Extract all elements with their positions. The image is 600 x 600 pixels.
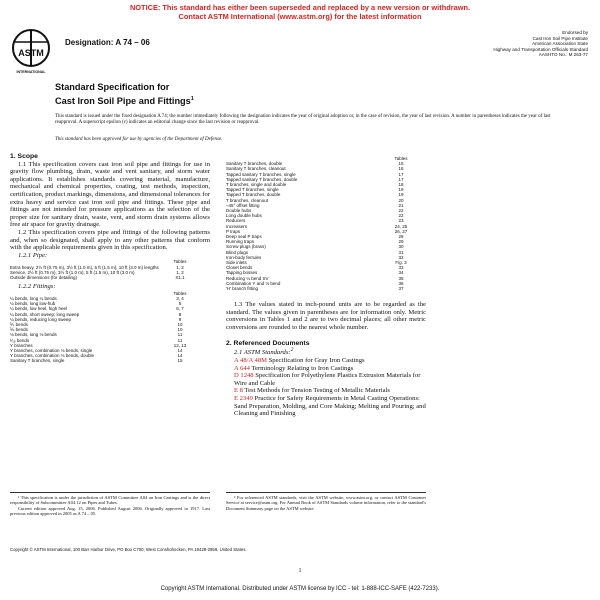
scope-1-3: 1.3 The values stated in inch-pound units are to be regarded as the standard. The values given in parentheses are for information only. Metric conversions in Tables 1 and 2 are to two decimal places; all other metric conversions are rounded to the nearest whole number. — [226, 301, 426, 332]
footnote-1: ¹ This specification is under the jurisdiction of ASTM Committee A04 on Iron Castings and is the direct responsibility of Subcommittee A04.12 on Pipes and Tubes. — [10, 495, 210, 506]
dod-approval: This standard has been approved for use by agencies of the Department of Defense. — [55, 137, 223, 142]
endorse-line: Cast Iron Soil Pipe Institute — [532, 35, 588, 41]
pipe-label: 1.2.1 Pipe: — [18, 251, 48, 259]
reference-item[interactable]: A 48/A 48M Specification for Gray Iron Castings — [234, 357, 365, 365]
table-row: ¼ bends, long low-hub 5 — [10, 301, 182, 307]
endorsements — [388, 30, 588, 58]
table-row: –45° offset fitting 21 — [226, 202, 404, 208]
reference-item[interactable]: A 644 Terminology Relating to Iron Castings — [234, 364, 354, 372]
table-row: Sanitary T branches, single 15 — [10, 358, 183, 364]
table-row: Running traps 29 — [226, 239, 404, 245]
table-row: ⅙ bends 10 — [10, 327, 183, 333]
table-row: 'H' branch fitting 37 — [226, 286, 404, 292]
fittings-table: Tables ¼ bends, long ¼ bends 3, 4 ¼ bends, long low-hub 5 ¼ bends, low heel, high heel 6, 7 ¼ bends, short sweep; long sweep 8 ¼ bends, reducing long sweep 9 ⅕ bends 10 ⅙ bends 10 ⅛ bends, long ⅛ bends 11 ¹⁄₁₆ bends 11 Y branches 12, 13 Y branches, combination ⅛ bends, single 14 Y branches, combination ⅛ bends, double 14 Sanitary T branches, single 15 — [10, 291, 200, 364]
table-row: Service, 2½ ft (0.75 m), 3½ ft (1.0 m), 5 ft (1.5 m), 10 ft (3.0 m) 1, 2 — [10, 269, 184, 275]
reference-item[interactable]: E 2349 Practice for Safety Requirements in Metal Casting Operations: Sand Preparation, Molding, and Core Making; Melting and Pouring; and Cleaning and Finishing — [234, 395, 426, 418]
table-row: ¼ bends, reducing long sweep 9 — [10, 316, 182, 322]
table-row: Double hubs 22 — [226, 208, 404, 214]
title-footnote-mark: 1 — [190, 95, 194, 102]
title-line-1: Standard Specification for — [55, 82, 170, 92]
table-row: Reducers 23 — [226, 218, 404, 224]
endorse-line: AASHTO No.: M 263-77 — [538, 52, 588, 58]
fittings-table-continued — [226, 156, 426, 291]
endorse-line: Highway and Transportation Officials Standard — [493, 46, 588, 52]
table-row: ¼ bends, short sweep; long sweep 8 — [10, 311, 182, 317]
copyright-line: Copyright © ASTM International, 100 Barr Harbor Drive, PO Box C700, West Conshohocken, PA 19428-2959, United States. — [10, 547, 247, 552]
scope-heading: 1. Scope — [10, 153, 38, 160]
scope-1-2: 1.2 This specification covers pipe and fittings of the following patterns and, when so designated, shall apply to any other patterns that conform with the applicable requirements given in this specification. — [10, 228, 210, 252]
footnotes-left — [10, 492, 210, 517]
table-row: Screw plugs (brass) 30 — [226, 244, 404, 250]
supersede-notice — [0, 3, 600, 21]
table-row: Tapped T branches, single 19 — [226, 187, 404, 193]
table-row: Y branches, combination ⅛ bends, double 14 — [10, 353, 183, 359]
table-row: Iron-body ferrules 32 — [226, 254, 404, 260]
table-row: T branches, single and double 18 — [226, 182, 404, 188]
table-row: Y branches, combination ⅛ bends, single 14 — [10, 347, 183, 353]
reference-item[interactable]: D 1248 Specification for Polyethylene Plastics Extrusion Materials for Wire and Cable — [234, 372, 421, 387]
designation: Designation: A 74 – 06 — [65, 38, 150, 47]
standard-note: This standard is issued under the fixed designation A 74; the number immediately following the designation indicates the year of original adoption or, in the case of revision, the year of last revision. A number in parentheses indicates the year of last reapproval. A superscript epsilon (ε) indicates an editorial change since the last revision or reapproval. — [55, 114, 551, 126]
table-row: Long double hubs 22 — [226, 213, 404, 219]
license-notice: Copyright ASTM International. Distributed under ASTM license by ICC - tel: 1-888-ICC-SAFE (422-7233). — [160, 586, 440, 592]
table-row: Tapping bosses 34 — [226, 270, 404, 276]
table-row: Side inlets Fig. 3 — [226, 260, 407, 266]
fittings-label: 1.2.2 Fittings: — [18, 283, 56, 291]
left-column — [10, 153, 210, 364]
footnote-2: ² For referenced ASTM standards, visit the ASTM website, www.astm.org, or contact ASTM Customer Service at service@astm.org. For Annual Book of ASTM Standards volume information, refer to the standard's Document Summary page on the ASTM website. — [226, 495, 426, 511]
title-line-2: Cast Iron Soil Pipe and Fittings — [55, 95, 191, 106]
table-row: Combination Y and ⅛ bend 36 — [226, 280, 404, 286]
table-row: Reducing ¼ bend SV 35 — [226, 275, 404, 281]
table-row: Tapped sanitary T branches, double 17 — [226, 176, 404, 182]
table-row: ¼ bends, low heel, high heel 6, 7 — [10, 306, 184, 312]
table-row: Y branches 12, 13 — [10, 342, 187, 348]
table-row: Tapped sanitary T branches, single 17 — [226, 171, 404, 177]
references-heading: 2. Referenced Documents — [226, 339, 310, 347]
right-column — [226, 156, 426, 418]
endorse-line: Endorsed by — [562, 30, 588, 35]
tables-header: Tables — [394, 156, 408, 161]
logo-caption: INTERNATIONAL — [16, 70, 46, 74]
table-row: ⅛ bends, long ⅛ bends 11 — [10, 332, 183, 338]
table-row: Blind plugs 31 — [226, 249, 404, 255]
tables-header: Tables — [173, 259, 187, 265]
footnote-edition: Current edition approved Aug. 15, 2006. Published August 2006. Originally approved in 1917. Last previous edition approved in 2005 as A 74 – 05. — [10, 505, 210, 517]
table-row: Closet bends 33 — [226, 265, 404, 271]
notice-line-1: NOTICE: This standard has either been superseded and replaced by a new version or withdrawn. — [129, 3, 471, 12]
page-number: 1 — [298, 568, 302, 574]
document-title — [55, 82, 194, 107]
endorse-line: American Association State — [532, 41, 588, 47]
table-row: Deep seal P traps 28 — [226, 234, 404, 240]
table-row: Extra heavy, 2½ ft (0.75 m), 3½ ft (1.0 m), 5 ft (1.5 m), 10 ft (3.0 m) lengths 1, 2 — [10, 264, 184, 270]
table-row: Outside dimensions (for detailing) X1.1 — [10, 274, 185, 280]
table-row: ⅕ bends 10 — [10, 321, 183, 327]
footnotes-right — [226, 492, 426, 511]
table-row: T branches, cleanout 20 — [226, 197, 404, 203]
table-row: Sanitary T branches, double 15 — [226, 161, 404, 167]
table-row: Tapped T branches, double 19 — [226, 192, 404, 198]
svg-text:ASTM: ASTM — [18, 48, 44, 58]
astm-standards-label: 2.1 ASTM Standards:$^2$ — [234, 347, 294, 357]
table-row: ¹⁄₁₆ bends 11 — [10, 337, 183, 343]
table-row: Increasers 24, 25 — [226, 223, 408, 229]
reference-item[interactable]: E 8 Test Methods for Tension Testing of Metallic Materials — [234, 387, 390, 395]
table-row: Sanitary T branches, cleanout 16 — [226, 166, 404, 172]
scope-1-1: 1.1 This specification covers cast iron soil pipe and fittings for use in gravity flow plumbing, drain, waste and vent sanitary, and storm water applications. It establishes standards covering material, manufacture, mechanical and chemical properties, coating, test methods, inspection, certification, product markings, dimensions, and dimensional tolerances for extra heavy and service cast iron soil pipe and fittings. These pipe and fittings are not intended for pressure applications as the selection of the proper size for sanitary drain, waste, vent, and storm drain systems allows free air space for gravity drainage. — [10, 160, 210, 229]
pipe-table — [10, 259, 200, 280]
table-row: ¼ bends, long ¼ bends 3, 4 — [10, 295, 184, 301]
notice-line-2: Contact ASTM International (www.astm.org) for the latest information — [178, 12, 422, 21]
table-row: P traps 26, 27 — [226, 228, 408, 234]
astm-logo-icon — [11, 28, 51, 68]
